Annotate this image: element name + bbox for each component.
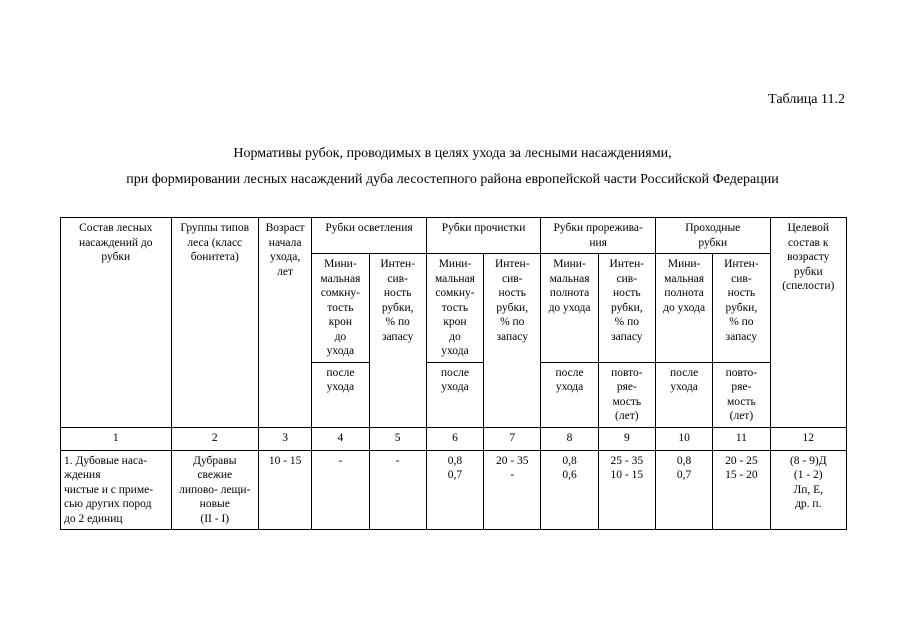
header-after-care xyxy=(312,362,369,427)
text-line: до ухода xyxy=(663,301,706,314)
text-line: 25 - 35 xyxy=(610,454,644,467)
header-cleaning: Рубки прочистки xyxy=(426,218,541,254)
header-after-care xyxy=(426,362,483,427)
text-line: Лп, Е, xyxy=(793,483,824,496)
row-passing-density xyxy=(655,450,712,530)
header-min-canopy xyxy=(426,254,483,363)
text-line: ния xyxy=(589,236,607,249)
text-line: Мини- xyxy=(438,258,472,270)
text-line: % по xyxy=(385,316,410,328)
text-line: Интен- xyxy=(724,258,759,270)
text-line: % по xyxy=(614,316,639,328)
text-line: сомкну- xyxy=(435,287,475,299)
text-line: повто- xyxy=(611,366,643,379)
text-line: лет xyxy=(277,265,294,278)
text-line: Рубки прорежива- xyxy=(553,222,643,234)
text-line: сомкну- xyxy=(320,287,360,299)
text-line: насаждений до xyxy=(79,236,153,249)
text-line: 20 - 35 xyxy=(495,454,529,467)
header-min-density xyxy=(541,254,598,363)
text-line: рубки, xyxy=(381,301,414,314)
header-repeat xyxy=(598,362,655,427)
column-number: 6 xyxy=(426,427,483,450)
text-line: 0,8 xyxy=(676,454,692,467)
text-line: состав к xyxy=(788,236,829,249)
standards-table xyxy=(60,217,847,530)
text-line: полнота xyxy=(664,287,704,299)
table-number-label: Таблица 11.2 xyxy=(768,92,845,107)
header-repeat xyxy=(713,362,770,427)
header-after-care xyxy=(655,362,712,427)
text-line: ность xyxy=(613,287,641,299)
header-intensity xyxy=(369,254,426,428)
text-line: ухода xyxy=(441,381,469,393)
text-line: мальная xyxy=(549,272,590,285)
text-line: мальная xyxy=(434,272,475,285)
text-line: (1 - 2) xyxy=(793,469,823,481)
text-line: полнота xyxy=(549,287,590,299)
text-line: повто- xyxy=(725,366,758,379)
text-line: (лет) xyxy=(729,410,754,422)
text-line: липово- лещи- xyxy=(179,483,251,496)
text-line: мость xyxy=(727,395,756,408)
text-line: рубки xyxy=(793,265,823,278)
text-line: Мини- xyxy=(553,258,586,270)
row-target-composition xyxy=(770,450,846,530)
text-line: 0,8 xyxy=(447,454,463,467)
row-composition xyxy=(61,450,172,530)
text-line: Мини- xyxy=(667,258,701,270)
text-line: Группы типов xyxy=(180,222,250,234)
text-line: до xyxy=(334,330,347,343)
column-number: 11 xyxy=(713,427,770,450)
table-title-line-2: при формировании лесных насаждений дуба лесостепного района европейской части Российской Федерации xyxy=(126,172,779,187)
text-line: чистые и с приме- xyxy=(64,483,154,496)
header-target xyxy=(770,218,846,428)
row-clearing-canopy: - xyxy=(312,450,369,530)
header-intensity xyxy=(713,254,770,363)
text-line: рубки, xyxy=(725,301,758,314)
text-line: бонитета) xyxy=(190,251,239,263)
row-cleaning-intensity xyxy=(484,450,541,530)
column-number: 8 xyxy=(541,427,598,450)
text-line: после xyxy=(326,366,355,379)
text-line: после xyxy=(440,366,470,379)
text-line: возрасту xyxy=(787,251,830,263)
text-line: 15 - 20 xyxy=(725,469,758,481)
column-number: 3 xyxy=(258,427,311,450)
column-number: 5 xyxy=(369,427,426,450)
text-line: после xyxy=(555,366,584,379)
text-line: сью других пород xyxy=(64,498,152,510)
text-line: (лет) xyxy=(615,410,639,422)
row-forest-groups xyxy=(171,450,258,530)
text-line: крон xyxy=(443,316,467,328)
text-line: мость xyxy=(612,395,642,408)
text-line: 1. Дубовые наса- xyxy=(64,454,148,467)
text-line: Интен- xyxy=(494,258,530,270)
text-line: - xyxy=(510,469,515,481)
header-min-density xyxy=(655,254,712,363)
text-line: Дубравы xyxy=(193,454,237,467)
header-composition xyxy=(61,218,172,428)
text-line: сив- xyxy=(731,272,752,285)
text-line: свежие xyxy=(197,469,233,481)
text-line: (спелости) xyxy=(782,280,835,292)
text-line: сив- xyxy=(387,272,408,285)
header-after-care xyxy=(541,362,598,427)
text-line: запасу xyxy=(381,330,414,343)
row-cleaning-canopy xyxy=(426,450,483,530)
text-line: Целевой xyxy=(787,222,830,234)
text-line: (II - I) xyxy=(200,512,230,525)
text-line: мальная xyxy=(664,272,705,285)
text-line: до xyxy=(449,330,461,343)
column-number: 1 xyxy=(61,427,172,450)
text-line: Возраст xyxy=(265,222,305,234)
text-line: (8 - 9)Д xyxy=(789,454,827,467)
header-clearing: Рубки осветления xyxy=(312,218,427,254)
header-thinning xyxy=(541,218,656,254)
row-age: 10 - 15 xyxy=(258,450,311,530)
text-line: Мини- xyxy=(324,258,357,270)
header-intensity xyxy=(484,254,541,428)
text-line: 0,7 xyxy=(447,469,463,481)
text-line: сив- xyxy=(501,272,523,285)
text-line: % по xyxy=(729,316,754,328)
text-line: крон xyxy=(328,316,353,328)
text-line: леса (класс xyxy=(187,236,243,249)
text-line: ухода xyxy=(670,381,698,393)
text-line: ухода xyxy=(555,381,584,393)
header-forest-groups xyxy=(171,218,258,428)
text-line: мальная xyxy=(320,272,361,285)
text-line: ухода xyxy=(441,345,469,357)
text-line: Интен- xyxy=(609,258,645,270)
text-line: ряе- xyxy=(616,381,637,393)
text-line: рубки xyxy=(101,251,131,263)
text-line: 0,6 xyxy=(562,469,577,481)
column-number: 7 xyxy=(484,427,541,450)
text-line: рубки, xyxy=(610,301,643,314)
table-row xyxy=(61,450,847,530)
text-line: 20 - 25 xyxy=(725,454,758,467)
text-line: др. п. xyxy=(795,498,822,510)
text-line: Проходные xyxy=(685,222,741,234)
text-line: ность xyxy=(498,287,527,299)
text-line: тость xyxy=(327,301,354,314)
header-age xyxy=(258,218,311,428)
text-line: начала xyxy=(268,236,302,249)
header-min-canopy xyxy=(312,254,369,363)
column-number: 4 xyxy=(312,427,369,450)
text-line: рубки xyxy=(698,236,728,249)
row-passing-intensity xyxy=(713,450,770,530)
text-line: ухода, xyxy=(269,251,301,263)
text-line: запасу xyxy=(725,330,758,343)
text-line: Интен- xyxy=(380,258,415,270)
table-title-line-1: Нормативы рубок, проводимых в целях ухода за лесными насаждениями, xyxy=(233,146,672,161)
row-thinning-density xyxy=(541,450,598,530)
text-line: новые xyxy=(199,498,230,510)
text-line: запасу xyxy=(611,330,643,343)
text-line: запасу xyxy=(496,330,528,343)
column-number: 9 xyxy=(598,427,655,450)
row-clearing-intensity: - xyxy=(369,450,426,530)
text-line: до ухода xyxy=(548,301,591,314)
column-number: 10 xyxy=(655,427,712,450)
text-line: ждения xyxy=(64,469,101,481)
text-line: тость xyxy=(441,301,469,314)
text-line: 0,7 xyxy=(676,469,692,481)
column-number: 12 xyxy=(770,427,846,450)
text-line: после xyxy=(670,366,699,379)
text-line: ухода xyxy=(326,381,355,393)
text-line: рубки, xyxy=(496,301,529,314)
text-line: 10 - 15 xyxy=(610,469,644,481)
text-line: до 2 единиц xyxy=(64,512,123,525)
text-line: ухода xyxy=(326,345,355,357)
header-passing xyxy=(655,218,770,254)
text-line: 0,8 xyxy=(562,454,577,467)
header-intensity xyxy=(598,254,655,363)
text-line: Состав лесных xyxy=(79,222,153,234)
text-line: ряе- xyxy=(731,381,752,393)
text-line: сив- xyxy=(616,272,638,285)
column-number: 2 xyxy=(171,427,258,450)
text-line: ность xyxy=(383,287,412,299)
row-thinning-intensity xyxy=(598,450,655,530)
text-line: % по xyxy=(500,316,525,328)
text-line: ность xyxy=(727,287,756,299)
